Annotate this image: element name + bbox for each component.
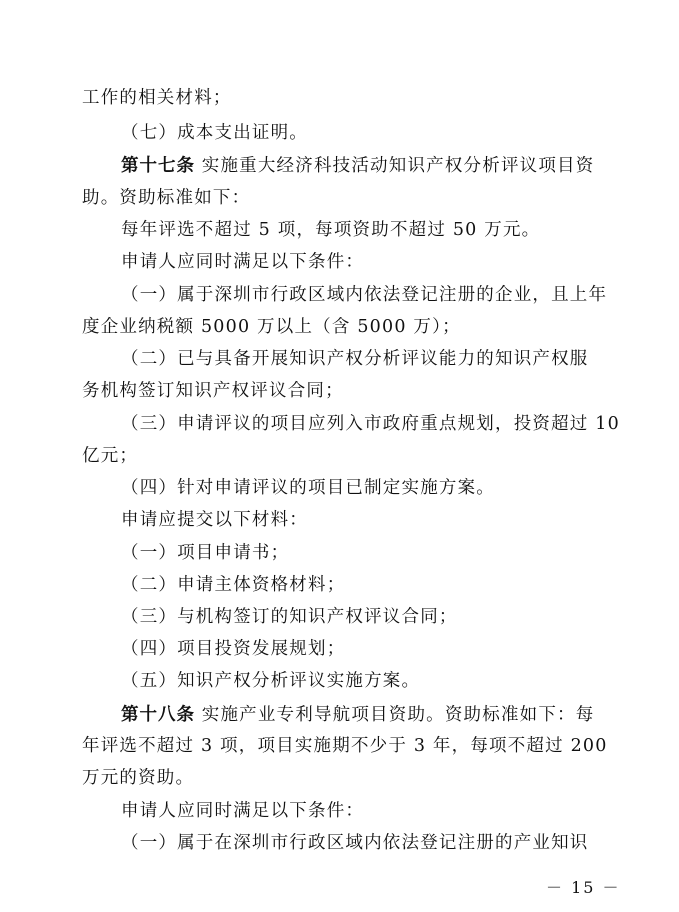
text-line: 助。资助标准如下： [82, 188, 251, 208]
text-line: （四）项目投资发展规划； [121, 639, 346, 659]
article-line: 第十七条 实施重大经济科技活动知识产权分析评议项目资 [121, 156, 595, 176]
text-line: （三）与机构签订的知识产权评议合同； [121, 607, 458, 627]
text-line: （一）属于深圳市行政区域内依法登记注册的企业，且上年 [121, 285, 608, 305]
text-line: （四）针对申请评议的项目已制定实施方案。 [121, 478, 495, 498]
text-line: 申请人应同时满足以下条件： [121, 801, 365, 821]
page-number: － 15 － [546, 878, 621, 897]
text-line: （五）知识产权分析评议实施方案。 [121, 671, 421, 691]
text-line: （一）项目申请书； [121, 543, 290, 563]
text-line: 万元的资助。 [82, 768, 195, 788]
article-line: 第十八条 实施产业专利导航项目资助。资助标准如下：每 [121, 705, 595, 725]
text-line: 年评选不超过 3 项，项目实施期不少于 3 年，每项不超过 200 [82, 736, 608, 756]
text-line: 务机构签订知识产权评议合同； [82, 381, 344, 401]
text-line: 申请应提交以下材料： [121, 510, 308, 530]
text-line: （二）申请主体资格材料； [121, 575, 346, 595]
text-line: （三）申请评议的项目应列入市政府重点规划，投资超过 10 [121, 414, 620, 434]
article-number: 第十八条 [121, 705, 195, 725]
text-line: （二）已与具备开展知识产权分析评议能力的知识产权服 [121, 349, 589, 369]
text-line: 每年评选不超过 5 项，每项资助不超过 50 万元。 [121, 220, 541, 240]
text-line: （七）成本支出证明。 [121, 123, 308, 143]
text-line: 度企业纳税额 5000 万以上（含 5000 万）； [82, 317, 461, 337]
text-line: 申请人应同时满足以下条件： [121, 252, 365, 272]
text-line: （一）属于在深圳市行政区域内依法登记注册的产业知识 [121, 833, 589, 853]
text-line: 亿元； [82, 446, 139, 466]
article-number: 第十七条 [121, 156, 195, 176]
text-line: 工作的相关材料； [82, 88, 232, 108]
